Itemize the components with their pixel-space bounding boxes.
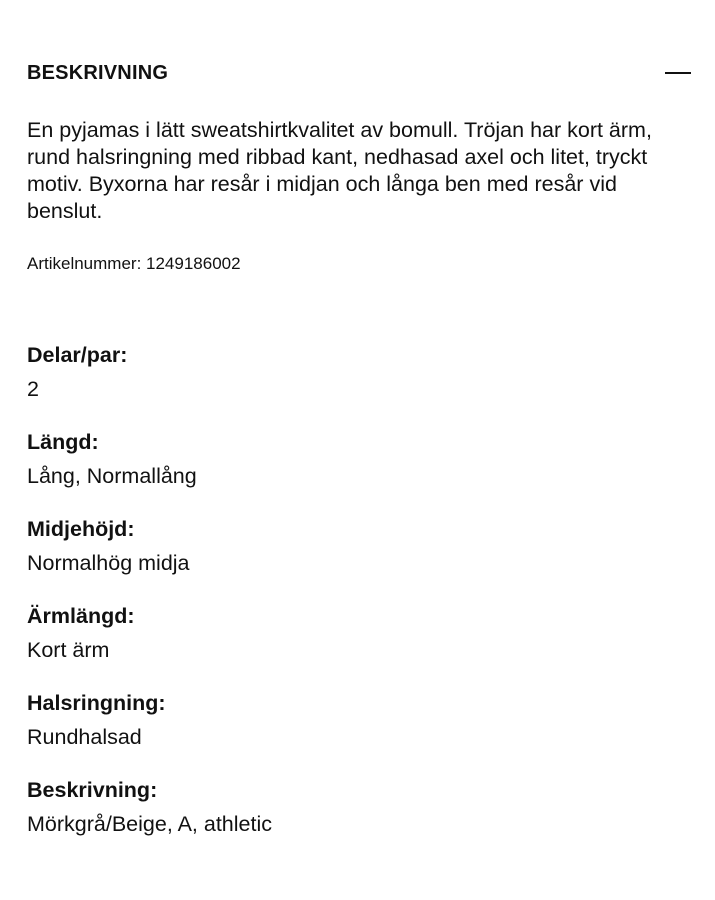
minus-icon[interactable] <box>665 63 691 83</box>
attribute-label: Längd: <box>27 430 99 454</box>
attribute-value: Lång, Normallång <box>27 464 197 488</box>
description-accordion-header[interactable] <box>27 57 691 89</box>
attribute-label: Halsringning: <box>27 691 166 715</box>
attribute-sleeve-length <box>27 602 687 664</box>
attribute-label: Ärmlängd: <box>27 604 135 628</box>
attribute-label: Midjehöjd: <box>27 517 135 541</box>
article-number: Artikelnummer: 1249186002 <box>27 254 241 273</box>
attribute-value: Mörkgrå/Beige, A, athletic <box>27 812 272 836</box>
section-title: BESKRIVNING <box>27 61 169 84</box>
attribute-description <box>27 776 687 838</box>
attribute-value: Kort ärm <box>27 638 110 662</box>
attribute-label: Beskrivning: <box>27 778 158 802</box>
attribute-value: Rundhalsad <box>27 725 142 749</box>
attribute-waist-height <box>27 515 687 577</box>
product-description: En pyjamas i lätt sweatshirtkvalitet av bomull. Tröjan har kort ärm, rund halsringning med ribbad kant, nedhasad axel och litet, tryckt motiv. Byxorna har resår i midjan och långa ben med resår vid benslut. <box>27 118 652 223</box>
attribute-neckline <box>27 689 687 751</box>
attribute-pieces <box>27 341 687 403</box>
attribute-value: Normalhög midja <box>27 551 190 575</box>
attribute-length <box>27 428 687 490</box>
attribute-label: Delar/par: <box>27 343 128 367</box>
attribute-value: 2 <box>27 377 39 401</box>
